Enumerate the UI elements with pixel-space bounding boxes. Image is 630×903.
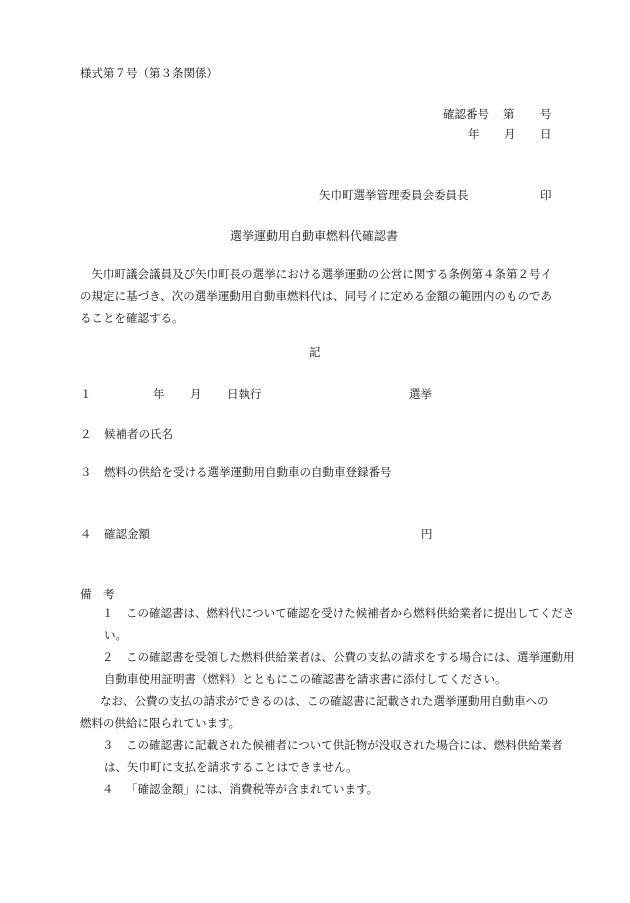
remark-1-number: １ (102, 606, 114, 620)
item-1-election: 選挙 (409, 387, 432, 401)
item-2-number: ２ (80, 427, 92, 441)
remark-4 (80, 778, 576, 800)
remark-3 (80, 734, 576, 778)
confirm-number-dai: 第 (503, 107, 515, 121)
item-4-yen: 円 (421, 527, 433, 541)
date-month: 月 (504, 127, 516, 141)
remark-2 (80, 646, 576, 690)
remarks-heading: 備 考 (80, 587, 115, 601)
item-4-number: ４ (80, 527, 92, 541)
item-1-day: 日執行 (227, 387, 262, 401)
item-1-number: １ (80, 387, 92, 401)
item-2-label: 候補者の氏名 (104, 427, 173, 441)
item-4-label: 確認金額 (104, 527, 150, 541)
ki-label: 記 (309, 345, 321, 359)
remark-2-text: この確認書を受領した燃料供給業者は、公費の支払の請求をする場合には、選挙運動用自動車使用証明書（燃料）とともにこの確認書を請求書に添付してください。 (104, 650, 575, 686)
remark-2-number: ２ (102, 650, 114, 664)
item-3-number: ３ (80, 465, 92, 479)
item-3-label: 燃料の供給を受ける選挙運動用自動車の自動車登録番号 (104, 465, 392, 479)
date-day: 日 (540, 127, 552, 141)
date-year: 年 (468, 127, 480, 141)
confirm-number-label: 確認番号 (443, 107, 489, 121)
remark-1-text: この確認書は、燃料代について確認を受けた候補者から燃料供給業者に提出してください。 (104, 606, 575, 642)
body-text: 矢巾町議会議員及び矢巾町長の選挙における選挙運動の公営に関する条例第４条第２号イの規定に基づき、次の選挙運動用自動車燃料代は、同号イに定める金額の範囲内のものであることを確認する。 (80, 267, 552, 325)
seal-mark: 印 (540, 188, 552, 202)
item-1-year: 年 (153, 387, 165, 401)
item-1-month: 月 (190, 387, 202, 401)
remark-2b: なお、公費の支払の請求ができるのは、この確認書に記載された選挙運動用自動車への燃料の供給に限られています。 (80, 694, 549, 730)
remark-3-number: ３ (102, 738, 114, 752)
document-title: 選挙運動用自動車燃料代確認書 (230, 229, 399, 243)
confirm-number-go: 号 (540, 107, 552, 121)
remark-4-text: 「確認金額」には、消費税等が含まれています。 (126, 782, 379, 796)
remark-4-number: ４ (102, 782, 114, 796)
remark-1 (80, 602, 576, 646)
remark-3-text: この確認書に記載された候補者について供託物が没収された場合には、燃料供給業者は、矢巾町に支払を請求することはできません。 (104, 738, 563, 774)
form-number: 様式第７号（第３条関係） (80, 66, 218, 80)
issuer-name: 矢巾町選挙管理委員会委員長 (319, 188, 469, 202)
